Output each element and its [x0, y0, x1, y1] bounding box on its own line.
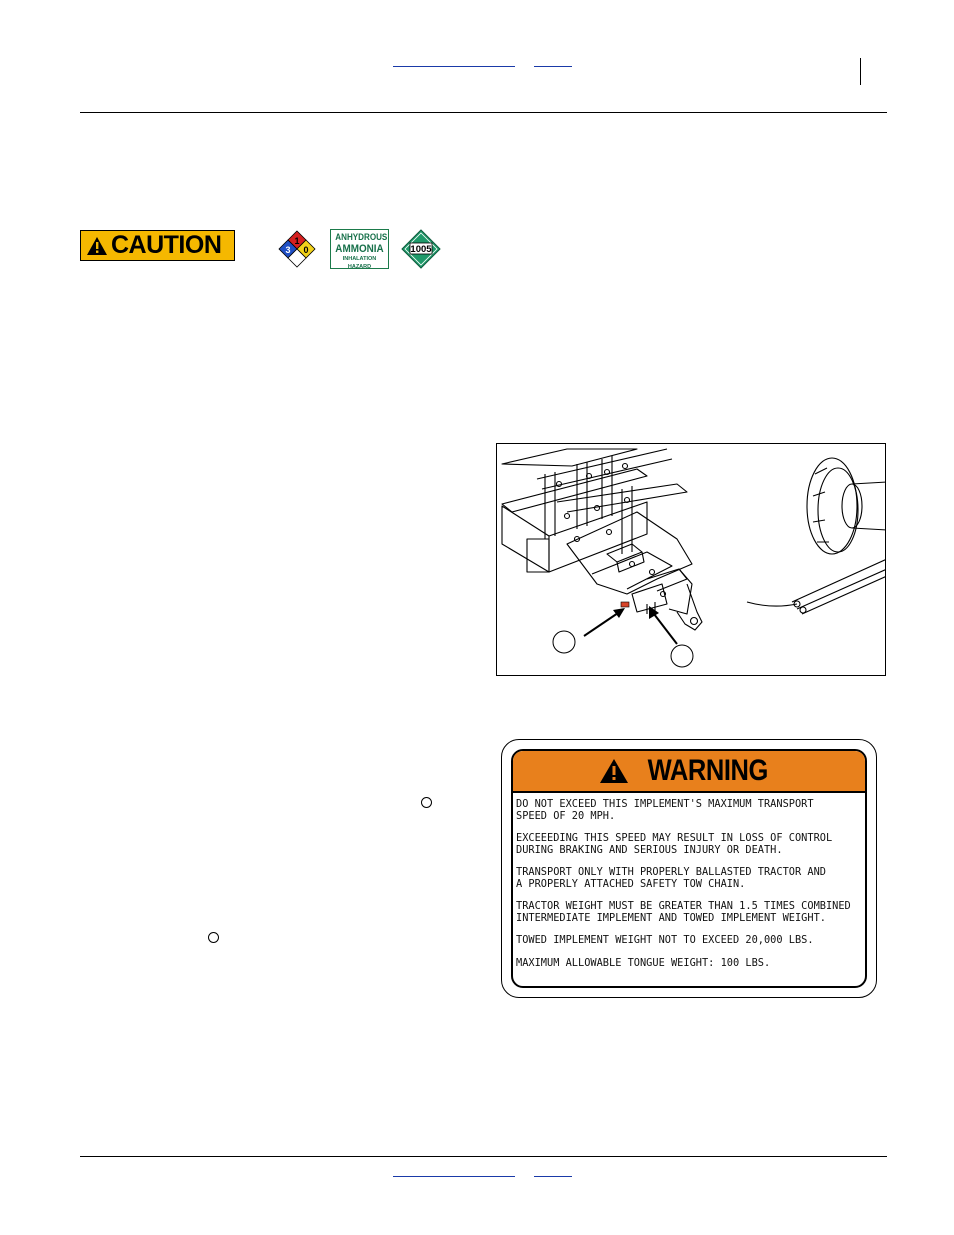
nfpa-hazard-diamond-icon [278, 230, 316, 268]
warning-paragraph: DO NOT EXCEED THIS IMPLEMENT'S MAXIMUM TRANSPORT SPEED OF 20 MPH. [516, 798, 814, 822]
un-number: 1005 [410, 244, 432, 255]
footer-nav-link-2[interactable] [534, 1166, 572, 1177]
header-nav-link-1[interactable] [393, 56, 515, 67]
exclamation-triangle-icon [599, 758, 629, 784]
footer-nav-link-1[interactable] [393, 1166, 515, 1177]
ammonia-label-line3: INHALATION HAZARD [342, 256, 377, 270]
warning-paragraph: TRACTOR WEIGHT MUST BE GREATER THAN 1.5 TIMES COMBINED INTERMEDIATE IMPLEMENT AND TOWED IMPLEMENT WEIGHT. [516, 900, 851, 924]
header-page-divider [860, 58, 861, 85]
caution-label-text: CAUTION [111, 231, 222, 259]
warning-header [513, 751, 865, 793]
nfpa-reactivity-rating: 0 [303, 245, 309, 255]
nfpa-health-rating: 3 [285, 245, 291, 255]
footer-rule [80, 1156, 887, 1157]
warning-title: WARNING [647, 754, 769, 787]
warning-decal [501, 739, 877, 998]
exclamation-triangle-icon [86, 236, 108, 256]
warning-paragraph: EXCEEEDING THIS SPEED MAY RESULT IN LOSS OF CONTROL DURING BRAKING AND SERIOUS INJURY OR DEATH. [516, 832, 833, 856]
warning-paragraph: MAXIMUM ALLOWABLE TONGUE WEIGHT: 100 LBS. [516, 956, 771, 969]
anhydrous-ammonia-label [330, 229, 389, 269]
ammonia-label-line1: ANHYDROUS [335, 232, 388, 243]
header-rule [80, 112, 887, 113]
header-nav-link-2[interactable] [534, 56, 572, 67]
inline-callout-marker-1 [421, 797, 432, 808]
warning-decal-inner [511, 749, 867, 988]
hitch-figure [496, 443, 886, 676]
hitch-illustration [497, 444, 886, 676]
nfpa-fire-rating: 1 [294, 236, 300, 246]
callout-1-circle [553, 631, 575, 653]
warning-paragraph: TOWED IMPLEMENT WEIGHT NOT TO EXCEED 20,000 LBS. [516, 934, 814, 946]
callout-2-circle [671, 645, 693, 667]
ammonia-label-line2: AMMONIA [335, 243, 384, 255]
warning-body [513, 793, 865, 969]
warning-paragraph: TRANSPORT ONLY WITH PROPERLY BALLASTED TRACTOR AND A PROPERLY ATTACHED SAFETY TOW CHAIN. [516, 866, 826, 890]
inline-callout-marker-2 [208, 932, 219, 943]
un-placard-icon [401, 229, 441, 269]
caution-label [80, 230, 235, 261]
